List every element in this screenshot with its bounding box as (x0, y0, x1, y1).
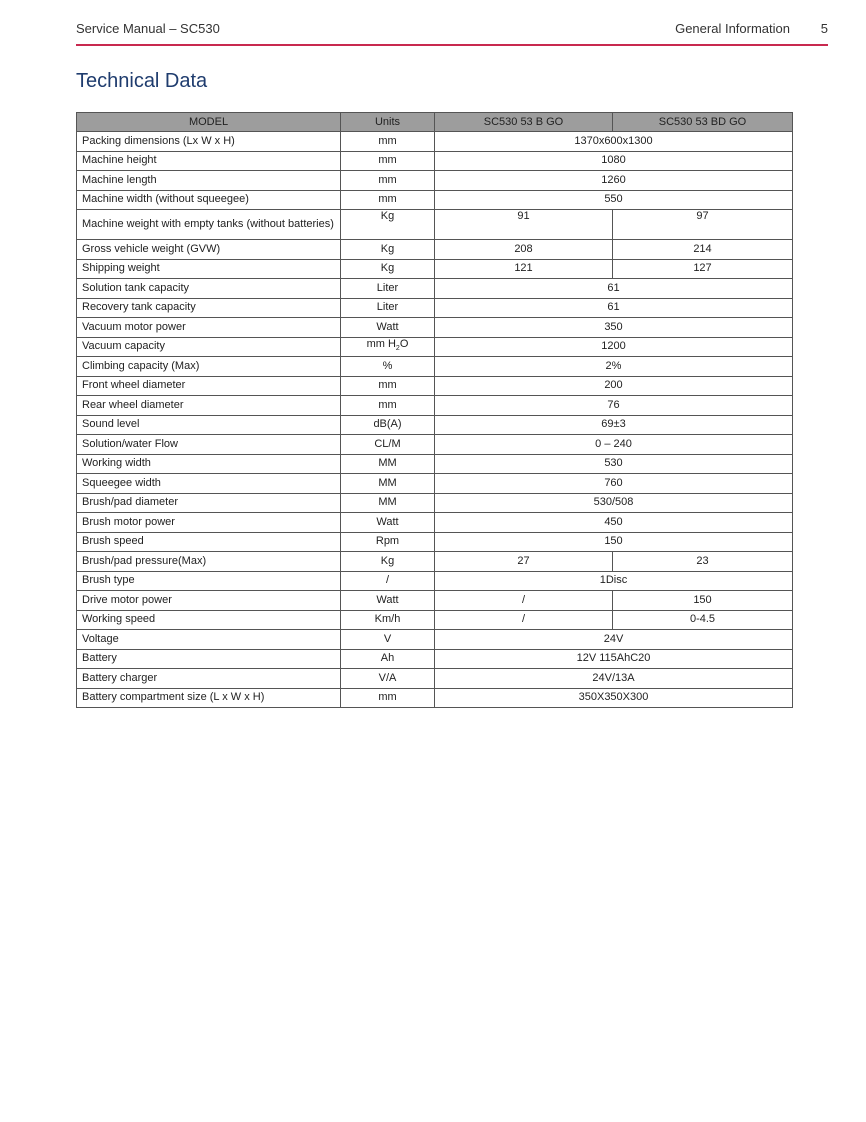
table-row (77, 376, 793, 396)
parameter-cell: Brush type (77, 571, 341, 591)
value-cell-model-bd: 150 (613, 591, 793, 611)
unit-cell: mm (341, 171, 435, 191)
page-number: 5 (820, 21, 828, 36)
unit-cell: Liter (341, 279, 435, 299)
value-cell-shared: 2% (435, 357, 793, 377)
table-row (77, 630, 793, 650)
value-cell-shared: 200 (435, 376, 793, 396)
technical-data-table (76, 112, 793, 708)
table-row (77, 435, 793, 455)
parameter-cell: Solution tank capacity (77, 279, 341, 299)
unit-cell: Watt (341, 513, 435, 533)
unit-cell: CL/M (341, 435, 435, 455)
unit-cell: dB(A) (341, 415, 435, 435)
value-cell-shared: 550 (435, 190, 793, 210)
unit-cell: mm (341, 376, 435, 396)
parameter-cell: Front wheel diameter (77, 376, 341, 396)
unit-cell: mm (341, 688, 435, 708)
table-row (77, 357, 793, 377)
value-cell-model-bd: 214 (613, 240, 793, 260)
value-cell-shared: 530 (435, 454, 793, 474)
column-header-units: Units (341, 113, 435, 132)
value-cell-model-b: 91 (435, 210, 613, 240)
unit-cell: MM (341, 454, 435, 474)
table-row (77, 474, 793, 494)
value-cell-model-b: / (435, 610, 613, 630)
unit-cell: Watt (341, 318, 435, 338)
parameter-cell: Battery (77, 649, 341, 669)
value-cell-shared: 12V 115AhC20 (435, 649, 793, 669)
value-cell-shared: 24V/13A (435, 669, 793, 689)
value-cell-shared: 1200 (435, 337, 793, 357)
table-row (77, 552, 793, 572)
unit-cell: MM (341, 474, 435, 494)
unit-cell: mm (341, 132, 435, 152)
value-cell-model-bd: 0-4.5 (613, 610, 793, 630)
parameter-cell: Working width (77, 454, 341, 474)
section-title: General Information (675, 21, 790, 36)
table-row (77, 571, 793, 591)
unit-cell: % (341, 357, 435, 377)
unit-cell: Liter (341, 298, 435, 318)
unit-cell: mm $H_2O$ (341, 337, 435, 357)
parameter-cell: Shipping weight (77, 259, 341, 279)
parameter-cell: Brush/pad pressure(Max) (77, 552, 341, 572)
table-row (77, 513, 793, 533)
table-row (77, 532, 793, 552)
page-header (76, 20, 828, 46)
parameter-cell: Squeegee width (77, 474, 341, 494)
column-header-model-b: SC530 53 B GO (435, 113, 613, 132)
unit-cell: Rpm (341, 532, 435, 552)
value-cell-model-b: 121 (435, 259, 613, 279)
value-cell-model-b: 27 (435, 552, 613, 572)
value-cell-shared: 350X350X300 (435, 688, 793, 708)
value-cell-model-bd: 23 (613, 552, 793, 572)
parameter-cell: Packing dimensions (Lx W x H) (77, 132, 341, 152)
parameter-cell: Brush motor power (77, 513, 341, 533)
parameter-cell: Solution/water Flow (77, 435, 341, 455)
column-header-model-bd: SC530 53 BD GO (613, 113, 793, 132)
parameter-cell: Rear wheel diameter (77, 396, 341, 416)
unit-cell: Kg (341, 552, 435, 572)
table-row (77, 171, 793, 191)
value-cell-shared: 530/508 (435, 493, 793, 513)
parameter-cell: Recovery tank capacity (77, 298, 341, 318)
table-row (77, 132, 793, 152)
table-row (77, 337, 793, 357)
parameter-cell: Brush/pad diameter (77, 493, 341, 513)
parameter-cell: Climbing capacity (Max) (77, 357, 341, 377)
table-row (77, 259, 793, 279)
value-cell-shared: 0 – 240 (435, 435, 793, 455)
table-row (77, 688, 793, 708)
value-cell-shared: 76 (435, 396, 793, 416)
value-cell-shared: 760 (435, 474, 793, 494)
value-cell-shared: 1260 (435, 171, 793, 191)
table-row (77, 493, 793, 513)
parameter-cell: Gross vehicle weight (GVW) (77, 240, 341, 260)
value-cell-shared: 24V (435, 630, 793, 650)
unit-cell: V (341, 630, 435, 650)
table-header-row (77, 113, 793, 132)
unit-cell: V/A (341, 669, 435, 689)
unit-cell: Kg (341, 259, 435, 279)
parameter-cell: Drive motor power (77, 591, 341, 611)
table-row (77, 190, 793, 210)
value-cell-model-b: / (435, 591, 613, 611)
unit-cell: mm (341, 396, 435, 416)
table-row (77, 210, 793, 240)
parameter-cell: Machine length (77, 171, 341, 191)
parameter-cell: Vacuum capacity (77, 337, 341, 357)
value-cell-shared: 1080 (435, 151, 793, 171)
table-row (77, 396, 793, 416)
unit-cell: Ah (341, 649, 435, 669)
parameter-cell: Machine height (77, 151, 341, 171)
manual-title: Service Manual – SC530 (76, 21, 220, 36)
value-cell-shared: 61 (435, 279, 793, 299)
table-row (77, 151, 793, 171)
parameter-cell: Battery compartment size (L x W x H) (77, 688, 341, 708)
unit-cell: Watt (341, 591, 435, 611)
parameter-cell: Sound level (77, 415, 341, 435)
unit-cell: mm (341, 151, 435, 171)
value-cell-shared: 450 (435, 513, 793, 533)
unit-cell: Km/h (341, 610, 435, 630)
table-row (77, 298, 793, 318)
unit-cell: / (341, 571, 435, 591)
table-row (77, 669, 793, 689)
table-row (77, 591, 793, 611)
unit-cell: mm (341, 190, 435, 210)
parameter-cell: Working speed (77, 610, 341, 630)
table-row (77, 610, 793, 630)
value-cell-shared: 1Disc (435, 571, 793, 591)
value-cell-shared: 150 (435, 532, 793, 552)
table-row (77, 318, 793, 338)
parameter-cell: Machine width (without squeegee) (77, 190, 341, 210)
value-cell-shared: 69±3 (435, 415, 793, 435)
page-title: Technical Data (76, 70, 208, 92)
value-cell-shared: 61 (435, 298, 793, 318)
value-cell-shared: 350 (435, 318, 793, 338)
table-row (77, 454, 793, 474)
table-row (77, 240, 793, 260)
table-body (77, 132, 793, 708)
value-cell-shared: 1370x600x1300 (435, 132, 793, 152)
table-row (77, 415, 793, 435)
value-cell-model-bd: 127 (613, 259, 793, 279)
parameter-cell: Machine weight with empty tanks (without batteries) (77, 210, 341, 240)
table-row (77, 649, 793, 669)
parameter-cell: Battery charger (77, 669, 341, 689)
parameter-cell: Vacuum motor power (77, 318, 341, 338)
column-header-model: MODEL (77, 113, 341, 132)
unit-cell: MM (341, 493, 435, 513)
parameter-cell: Brush speed (77, 532, 341, 552)
table-row (77, 279, 793, 299)
unit-cell: Kg (341, 210, 435, 240)
parameter-cell: Voltage (77, 630, 341, 650)
value-cell-model-b: 208 (435, 240, 613, 260)
unit-cell: Kg (341, 240, 435, 260)
value-cell-model-bd: 97 (613, 210, 793, 240)
